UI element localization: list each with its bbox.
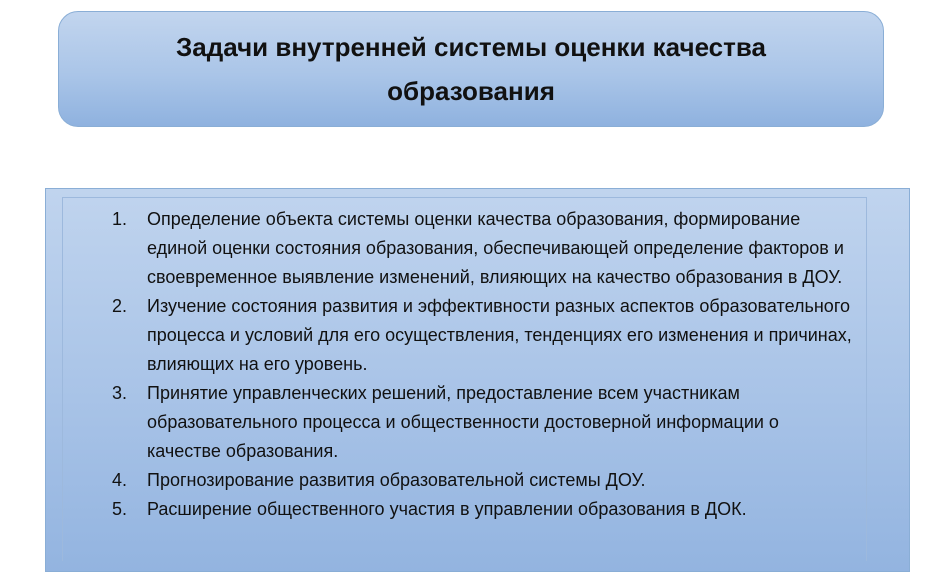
task-number: 5.: [112, 499, 128, 519]
task-text: Принятие управленческих решений, предоставление всем участникам образовательного процесса и общественности достоверной информации о качестве образования.: [147, 383, 779, 461]
task-text: Определение объекта системы оценки качества образования, формирование единой оценки состояния образования, обеспечивающей определение факторов и своевременное выявление изменений, влияющих на качество образования в ДОУ.: [147, 209, 844, 287]
task-number: 4.: [112, 470, 128, 490]
task-item-4: [112, 466, 852, 495]
tasks-box: [45, 188, 910, 572]
task-text: Прогнозирование развития образовательной системы ДОУ.: [147, 470, 646, 490]
tasks-list: [112, 205, 852, 524]
task-item-3: [112, 379, 852, 466]
task-item-1: [112, 205, 852, 292]
task-text: Расширение общественного участия в управлении образования в ДОК.: [147, 499, 747, 519]
task-number: 2.: [112, 296, 128, 316]
title-box: [58, 11, 884, 127]
diagram-title: Задачи внутренней системы оценки качества образования: [176, 32, 766, 106]
task-number: 3.: [112, 383, 128, 403]
task-item-2: [112, 292, 852, 379]
task-number: 1.: [112, 209, 128, 229]
task-item-5: [112, 495, 852, 524]
task-text: Изучение состояния развития и эффективности разных аспектов образовательного процесса и условий для его осуществления, тенденциях его изменения и причинах, влияющих на его уровень.: [147, 296, 852, 374]
